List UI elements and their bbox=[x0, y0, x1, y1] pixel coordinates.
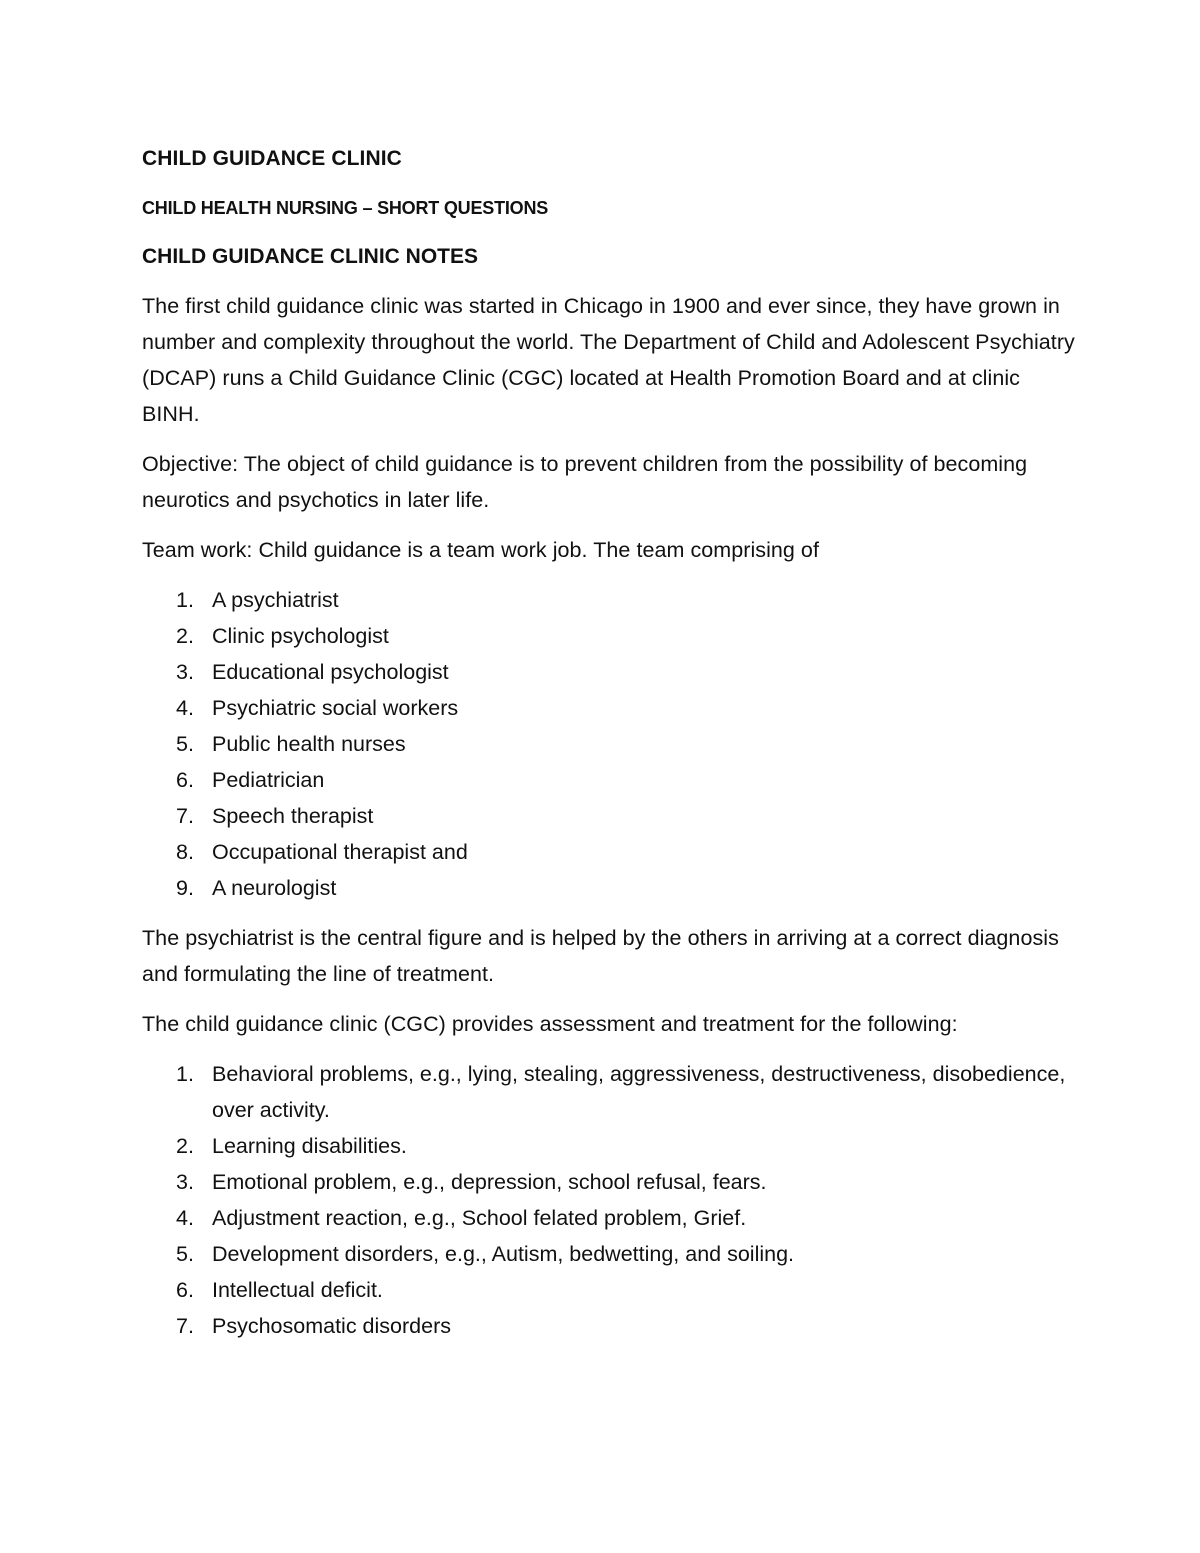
list-item bbox=[142, 762, 1082, 798]
list-item-text: Intellectual deficit. bbox=[212, 1278, 383, 1302]
list-item bbox=[142, 1272, 1082, 1308]
list-number: 8. bbox=[176, 840, 194, 864]
list-item-text: Speech therapist bbox=[212, 804, 374, 828]
list-item bbox=[142, 654, 1082, 690]
list-item-text: Occupational therapist and bbox=[212, 840, 468, 864]
list-item bbox=[142, 1236, 1082, 1272]
list-item bbox=[142, 1164, 1082, 1200]
list-item-text: Psychosomatic disorders bbox=[212, 1314, 451, 1338]
list-number: 6. bbox=[176, 1278, 194, 1302]
list-item bbox=[142, 1200, 1082, 1236]
list-number: 7. bbox=[176, 1314, 194, 1338]
teamwork-paragraph: Team work: Child guidance is a team work job. The team comprising of bbox=[142, 538, 819, 562]
list-item-text: Clinic psychologist bbox=[212, 624, 389, 648]
list-number: 3. bbox=[176, 1170, 194, 1194]
list-item bbox=[142, 1056, 1082, 1128]
list-item-text: Adjustment reaction, e.g., School felated problem, Grief. bbox=[212, 1206, 747, 1230]
list-item bbox=[142, 834, 1082, 870]
list-item-text: Pediatrician bbox=[212, 768, 325, 792]
list-number: 9. bbox=[176, 876, 194, 900]
objective-paragraph: Objective: The object of child guidance is to prevent children from the possibility of becoming neurotics and psychotics in later life. bbox=[142, 452, 1028, 512]
list-number: 2. bbox=[176, 1134, 194, 1158]
list-number: 5. bbox=[176, 1242, 194, 1266]
list-item-text: Psychiatric social workers bbox=[212, 696, 459, 720]
list-number: 5. bbox=[176, 732, 194, 756]
list-item bbox=[142, 582, 1082, 618]
list-number: 3. bbox=[176, 660, 194, 684]
list-item bbox=[142, 1128, 1082, 1164]
list-item bbox=[142, 1308, 1082, 1344]
list-item-text: Learning disabilities. bbox=[212, 1134, 407, 1158]
list-item bbox=[142, 726, 1082, 762]
list-item bbox=[142, 690, 1082, 726]
list-number: 4. bbox=[176, 696, 194, 720]
intro-paragraph: The first child guidance clinic was started in Chicago in 1900 and ever since, they have grown in number and complexity throughout the world. The Department of Child and Adolescent Psychiatry (DCAP) runs a Child Guidance Clinic (CGC) located at Health Promotion Board and at clinic BINH. bbox=[142, 294, 1075, 426]
list-number: 1. bbox=[176, 588, 194, 612]
list-item bbox=[142, 870, 1082, 906]
list-number: 6. bbox=[176, 768, 194, 792]
services-list bbox=[142, 1056, 1082, 1344]
list-item bbox=[142, 618, 1082, 654]
list-number: 2. bbox=[176, 624, 194, 648]
list-item-text: Educational psychologist bbox=[212, 660, 449, 684]
document-title: CHILD GUIDANCE CLINIC bbox=[142, 147, 402, 170]
team-members-list bbox=[142, 582, 1082, 906]
list-item-text: Behavioral problems, e.g., lying, stealing, aggressiveness, destructiveness, disobedience, over activity. bbox=[212, 1062, 1066, 1122]
list-item-text: A psychiatrist bbox=[212, 588, 339, 612]
list-number: 4. bbox=[176, 1206, 194, 1230]
psychiatrist-paragraph: The psychiatrist is the central figure and is helped by the others in arriving at a correct diagnosis and formulating the line of treatment. bbox=[142, 926, 1059, 986]
document-subtitle: CHILD HEALTH NURSING – SHORT QUESTIONS bbox=[142, 198, 549, 218]
list-item-text: Development disorders, e.g., Autism, bedwetting, and soiling. bbox=[212, 1242, 795, 1266]
list-item bbox=[142, 798, 1082, 834]
list-item-text: Emotional problem, e.g., depression, school refusal, fears. bbox=[212, 1170, 767, 1194]
section-heading: CHILD GUIDANCE CLINIC NOTES bbox=[142, 245, 478, 268]
services-paragraph: The child guidance clinic (CGC) provides assessment and treatment for the following: bbox=[142, 1012, 958, 1036]
list-number: 1. bbox=[176, 1062, 194, 1086]
list-item-text: Public health nurses bbox=[212, 732, 406, 756]
document-content bbox=[142, 141, 1082, 1358]
list-number: 7. bbox=[176, 804, 194, 828]
list-item-text: A neurologist bbox=[212, 876, 337, 900]
